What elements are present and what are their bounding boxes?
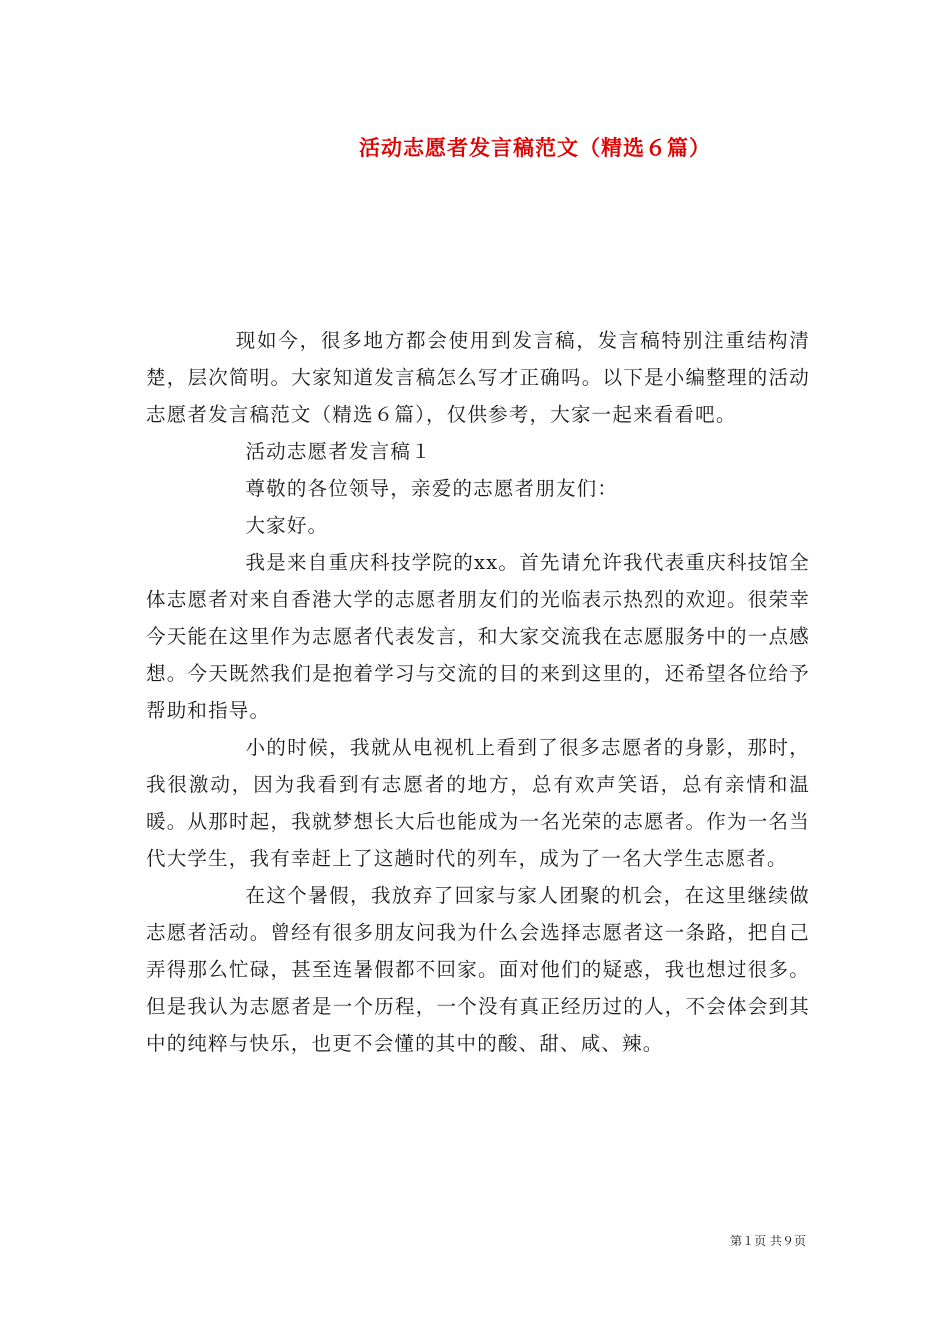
section-heading: 活动志愿者发言稿１	[245, 440, 432, 463]
body-paragraph: 在这个暑假，我放弃了回家与家人团聚的机会，在这里继续做志愿者活动。曾经有很多朋友问我为什么会选择志愿者这一条路，把自己弄得那么忙碌，甚至连暑假都不回家。面对他们的疑惑，我也想过很多。但是我认为志愿者是一个历程，一个没有真正经历过的人，不会体会到其中的纯粹与快乐，也更不会懂的其中的酸、甜、咸、辣。	[146, 884, 810, 1055]
intro-paragraph: 现如今，很多地方都会使用到发言稿，发言稿特别注重结构清楚，层次简明。大家知道发言稿怎么写才正确吗。以下是小编整理的活动志愿者发言稿范文（精选６篇），仅供参考，大家一起来看看吧。	[146, 329, 810, 426]
greeting: 大家好。	[245, 514, 329, 537]
body-paragraph: 我是来自重庆科技学院的xx。首先请允许我代表重庆科技馆全体志愿者对来自香港大学的志愿者朋友们的光临表示热烈的欢迎。很荣幸今天能在这里作为志愿者代表发言，和大家交流我在志愿服务中的一点感想。今天既然我们是抱着学习与交流的目的来到这里的，还希望各位给予帮助和指导。	[146, 551, 810, 722]
body-paragraph: 小的时候，我就从电视机上看到了很多志愿者的身影，那时，我很激动，因为我看到有志愿者的地方，总有欢声笑语，总有亲情和温暖。从那时起，我就梦想长大后也能成为一名光荣的志愿者。作为一名当代大学生，我有幸赶上了这趟时代的列车，成为了一名大学生志愿者。	[146, 736, 810, 870]
salutation: 尊敬的各位领导，亲爱的志愿者朋友们：	[245, 477, 619, 500]
document-title: 活动志愿者发言稿范文（精选６篇）	[359, 135, 711, 160]
page-number-footer: 第１页 共９页	[730, 1234, 806, 1248]
document-body	[146, 322, 810, 1062]
